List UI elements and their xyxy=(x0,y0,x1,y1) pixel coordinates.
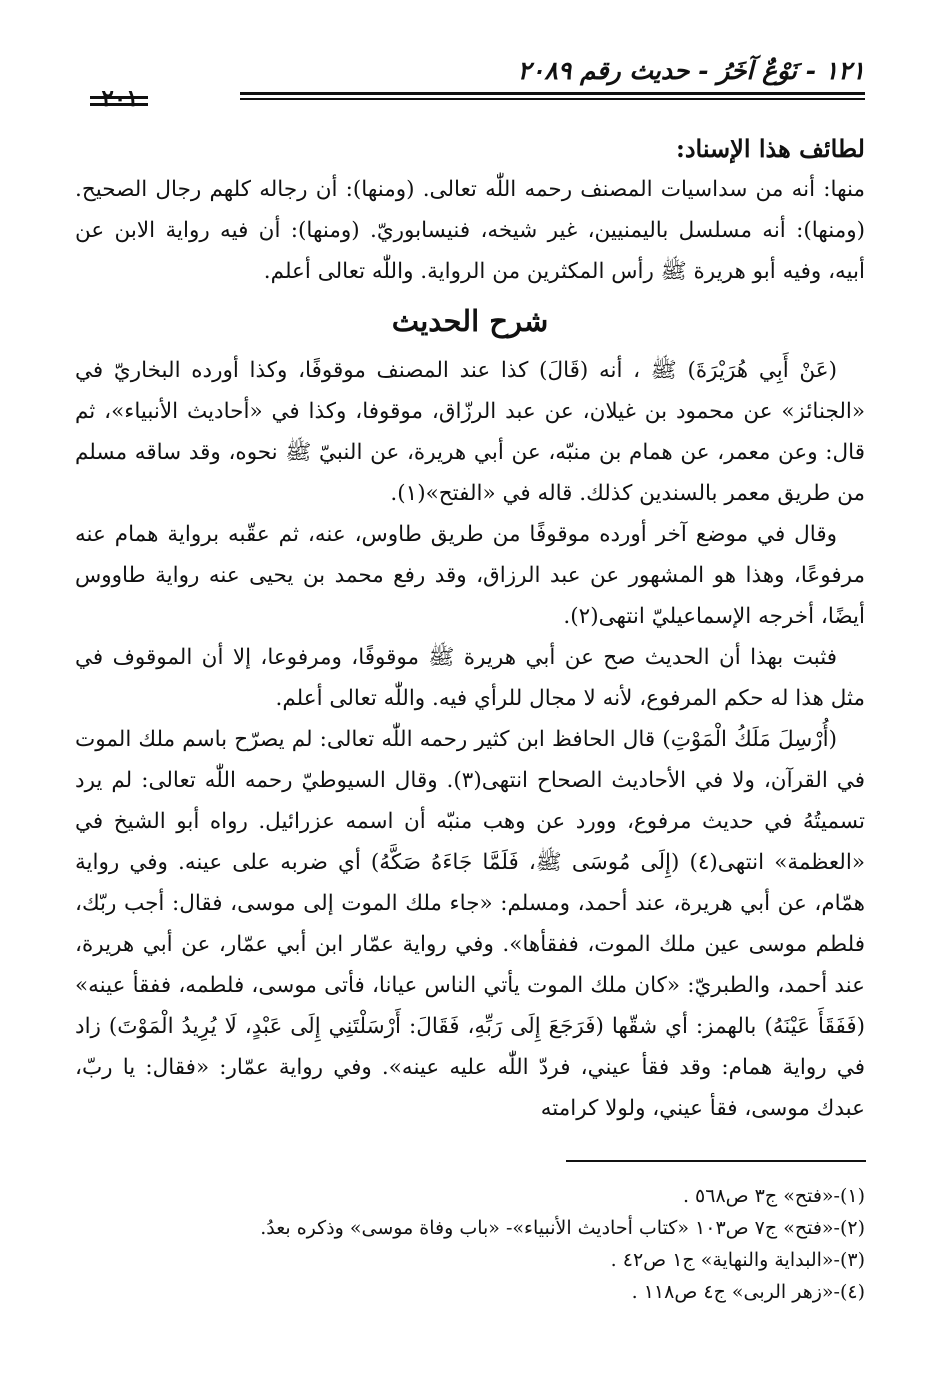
header-rule xyxy=(240,92,865,95)
sharh-paragraph-4: (أُرْسِلَ مَلَكُ الْمَوْتِ) قال الحافظ ابن كثير رحمه اللّٰه تعالى: لم يصرّح باسم ملك الموت في القرآن، ولا في الأحاديث الصحاح انتهى(٣). وقال السيوطيّ رحمه اللّٰه تعالى: لم يرد تسميتُهُ في حديث مرفوع، وورد عن وهب منبّه أن اسمه عزرائيل. رواه أبو الشيخ في «العظمة» انتهى(٤) (إِلَى مُوسَى ﷺ، فَلَمَّا جَاءَهُ صَكَّهُ) أي ضربه على عينه. وفي رواية همّام، عن أبي هريرة، عند أحمد، ومسلم: «جاء ملك الموت إلى موسى، فقال: أجب ربّك، فلطم موسى عين ملك الموت، ففقأها». وفي رواية عمّار ابن أبي عمّار، عن أبي هريرة، عند أحمد، والطبريّ: «كان ملك الموت يأتي الناس عيانا، فأتى موسى، فلطمه، ففقأ عينه» (فَفَقَأَ عَيْنَهُ) بالهمز: أي شقّها (فَرَجَعَ إِلَى رَبِّهِ، فَقَالَ: أَرْسَلْتَنِي إِلَى عَبْدٍ، لَا يُرِيدُ الْمَوْتَ) زاد في رواية همام: وقد فقأ عيني، فردّ اللّٰه عليه عينه». وفي رواية عمّار: «فقال: يا ربّ، عبدك موسى، فقأ عيني، ولولا كرامته xyxy=(75,727,865,1121)
sharh-paragraph-1: (عَنْ أَبِي هُرَيْرَةَ) ﷺ ، أنه (قَالَ) كذا عند المصنف موقوفًا، وكذا أورده البخاريّ في «الجنائز» عن محمود بن غيلان، عن عبد الرزّاق، موقوفا، وكذا في «أحاديث الأنبياء»، ثم قال: وعن معمر، عن همام بن منبّه، عن أبي هريرة، عن النبيّ ﷺ نحوه، وقد ساقه مسلم من طريق معمر بالسندين كذلك. قاله في «الفتح»(١). xyxy=(75,358,865,506)
sharh-title: شرح الحديث xyxy=(391,304,549,338)
footnote-item: (٢)-«فتح» ج٧ ص١٠٣ «كتاب أحاديث الأنبياء»- «باب وفاة موسى» وذكره بعدُ. xyxy=(260,1217,865,1239)
page-number-rule xyxy=(90,96,148,99)
footnote-item: (١)-«فتح» ج٣ ص٥٦٨ . xyxy=(682,1185,865,1207)
footnote-item: (٣)-«البداية والنهاية» ج١ ص٤٢ . xyxy=(610,1249,865,1271)
running-header xyxy=(75,52,865,86)
main-text xyxy=(75,128,865,1129)
page-number xyxy=(90,84,150,114)
chapter-title: ١٢١ - نَوْعٌ آخَرُ - حديث رقم ٢٠٨٩ xyxy=(517,56,865,85)
isnad-paragraph: منها: أنه من سداسيات المصنف رحمه اللّٰه تعالى. (ومنها): أن رجاله كلهم رجال الصحيح. (ومنها): أنه مسلسل باليمنيين، غير شيخه، فنيسابوريّ. (ومنها): أن فيه رواية الابن عن أبيه، وفيه أبو هريرة ﷺ رأس المكثرين من الرواية. واللّٰه تعالى أعلم. xyxy=(75,177,865,284)
sharh-paragraph-2: وقال في موضع آخر أورده موقوفًا من طريق طاوس، عنه، ثم عقّبه برواية همام عنه مرفوعًا، وهذا هو المشهور عن عبد الرزاق، وقد رفع محمد بن يحيى عنه رواية طاووس أيضًا، أخرجه الإسماعيليّ انتهى(٢). xyxy=(75,522,865,629)
footnote-item: (٤)-«زهر الربى» ج٤ ص١١٨ . xyxy=(631,1281,865,1303)
section-heading: لطائف هذا الإسناد: xyxy=(675,134,865,163)
footnote-divider xyxy=(566,1160,866,1162)
footnotes xyxy=(75,1180,865,1308)
sharh-paragraph-3: فثبت بهذا أن الحديث صح عن أبي هريرة ﷺ موقوفًا، ومرفوعا، إلا أن الموقوف في مثل هذا له حكم المرفوع، لأنه لا مجال للرأي فيه. واللّٰه تعالى أعلم. xyxy=(75,645,865,711)
header-rule-thin xyxy=(240,98,865,100)
page-number-rule-lower xyxy=(90,103,148,106)
